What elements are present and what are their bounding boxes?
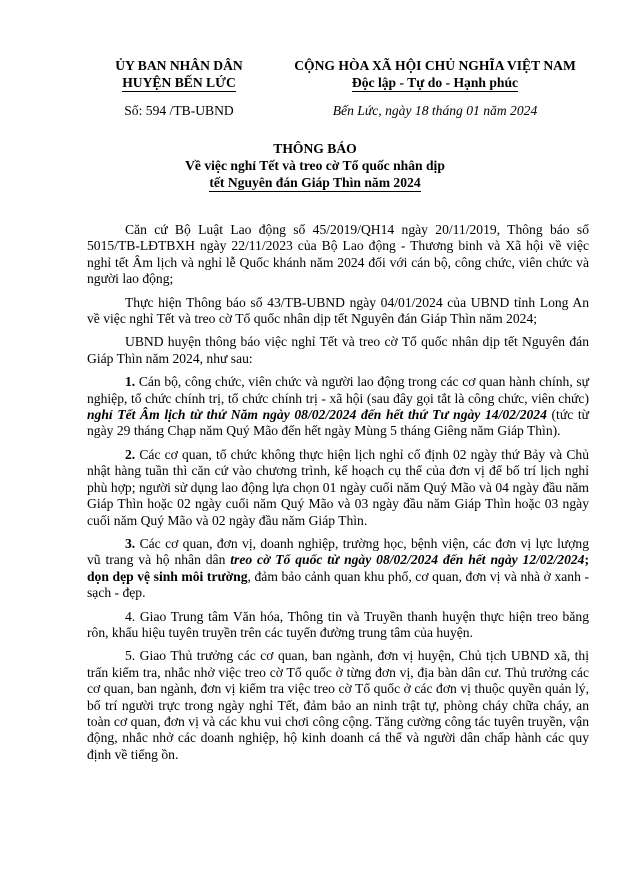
document-date: Bến Lức, ngày 18 tháng 01 năm 2024 — [332, 103, 538, 118]
item-1-number: 1. — [125, 374, 136, 390]
paragraph-announcement: UBND huyện thông báo việc nghỉ Tết và treo cờ Tổ quốc nhân dịp tết Nguyên đán Giáp Thìn năm 2024, như sau: — [87, 334, 589, 366]
item-1 — [87, 374, 589, 440]
document-body — [87, 222, 589, 770]
title-heading: THÔNG BÁO — [273, 141, 357, 156]
item-3-text-a: Các cơ quan, đơn vị, doanh nghiệp, trường học, bệnh viện, các đơn vị lực lượng vũ trang và hộ nhân dân — [87, 535, 589, 568]
item-3 — [87, 536, 589, 602]
issuing-agency — [84, 58, 274, 92]
item-3-number: 3. — [125, 535, 136, 551]
agency-line-1: ỦY BAN NHÂN DÂN — [115, 58, 243, 73]
item-3-bold: ; dọn dẹp vệ sinh môi trường — [87, 552, 589, 584]
item-2 — [87, 447, 589, 529]
item-3-text-b: , đảm bảo cảnh quan khu phố, cơ quan, đơn vị và nhà ở xanh - sạch - đẹp. — [87, 568, 589, 601]
item-2-text: Các cơ quan, tổ chức không thực hiện lịch nghỉ cố định 02 ngày thứ Bảy và Chủ nhật hàng tuần thì căn cứ vào chương trình, kế hoạch cụ thể của đơn vị để bố trí lịch nghỉ phù hợp; người sử dụng lao động lựa chọn 01 ngày cuối năm Quý Mão và 04 ngày đầu năm Giáp Thìn hoặc 02 ngày cuối năm Quý Mão và 03 ngày đầu năm Giáp Thìn hoặc 03 ngày cuối năm Quý Mão và 02 ngày đầu năm Giáp Thìn. — [87, 446, 589, 528]
document-title — [90, 140, 540, 192]
item-1-emphasis: nghỉ Tết Âm lịch từ thứ Năm ngày 08/02/2024 đến hết thứ Tư ngày 14/02/2024 — [87, 407, 547, 423]
motto-line-1: CỘNG HÒA XÃ HỘI CHỦ NGHĨA VIỆT NAM — [294, 58, 576, 73]
item-2-number: 2. — [125, 446, 136, 462]
paragraph-legal-basis: Căn cứ Bộ Luật Lao động số 45/2019/QH14 ngày 20/11/2019, Thông báo số 5015/TB-LĐTBXH ngày 22/11/2023 của Bộ Lao động - Thương binh và Xã hội về việc nghỉ tết Âm lịch và nghỉ lễ Quốc khánh năm 2024 đối với cán bộ, công chức, viên chức và người lao động; — [87, 222, 589, 287]
title-subtitle-1: Về việc nghỉ Tết và treo cờ Tổ quốc nhân dịp — [185, 158, 445, 173]
title-subtitle-2: tết Nguyên đán Giáp Thìn năm 2024 — [209, 175, 421, 190]
motto-line-2: Độc lập - Tự do - Hạnh phúc — [352, 75, 518, 93]
item-5: 5. Giao Thủ trưởng các cơ quan, ban ngành, đơn vị huyện, Chủ tịch UBND xã, thị trấn kiểm tra, nhắc nhở việc treo cờ Tổ quốc ở từng đơn vị, địa bàn dân cư. Thủ trưởng các cơ quan, ban ngành, đơn vị kiểm tra việc treo cờ Tổ quốc ở các đơn vị thuộc quyền quản lý, bố trí người trực trong ngày nghỉ Tết, đảm bảo an ninh trật tự, phòng cháy chữa cháy, an toàn cơ quan, đơn vị và các khu vui chơi công cộng. Tăng cường công tác tuyên truyền, vận động, nhắc nhở các doanh nghiệp, hộ kinh doanh cá thể và người dân chấp hành các quy định về tiếng ồn. — [87, 648, 589, 762]
national-motto — [276, 58, 594, 92]
agency-line-2: HUYỆN BẾN LỨC — [122, 75, 236, 93]
item-1-text-a: Cán bộ, công chức, viên chức và người lao động trong các cơ quan hành chính, sự nghiệp, tổ chức chính trị, tổ chức chính trị - xã hội (sau đây gọi tắt là công chức, viên chức) — [87, 374, 589, 406]
paragraph-implementation: Thực hiện Thông báo số 43/TB-UBND ngày 04/01/2024 của UBND tỉnh Long An về việc nghỉ Tết và treo cờ Tổ quốc nhân dịp tết Nguyên đán Giáp Thìn năm 2024; — [87, 294, 589, 327]
item-4: 4. Giao Trung tâm Văn hóa, Thông tin và Truyền thanh huyện thực hiện treo băng rôn, khẩu hiệu tuyên truyền trên các tuyến đường trung tâm của huyện. — [87, 608, 589, 640]
item-3-emphasis: treo cờ Tổ quốc từ ngày 08/02/2024 đến hết ngày 12/02/2024 — [230, 552, 585, 568]
document-number: Số: 594 /TB-UBND — [124, 103, 234, 118]
item-1-text-b: (tức từ ngày 29 tháng Chạp năm Quý Mão đến hết ngày Mùng 5 tháng Giêng năm Giáp Thìn). — [87, 407, 589, 439]
